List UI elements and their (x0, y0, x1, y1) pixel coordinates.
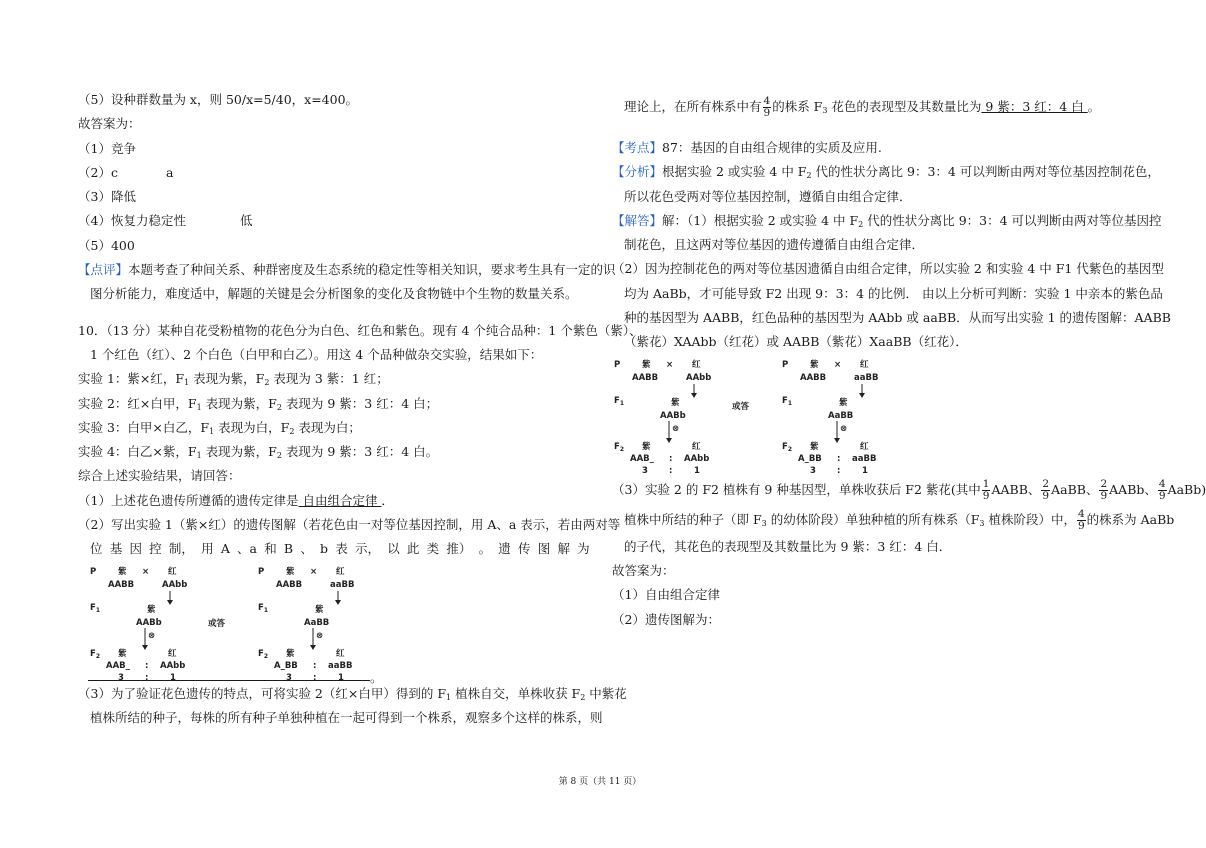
experiment-4: 实验 4：白乙×紫，$F_1$ 表现为紫，$F_2$ 表现为 9 紫：3 红：4 白。 (78, 444, 439, 461)
svg-text:aaBB: aaBB (854, 372, 879, 383)
svg-text::: : (837, 453, 841, 464)
svg-text:A_BB: A_BB (274, 660, 298, 671)
svg-text:或答: 或答 (732, 401, 750, 412)
spread-word: 示， (354, 541, 380, 557)
svg-text:AAB_: AAB_ (630, 453, 654, 464)
answer-1: （1）竞争 (78, 140, 136, 156)
svg-text:紫: 紫 (642, 441, 651, 452)
svg-text:AABB: AABB (276, 579, 303, 590)
svg-text:aaBB: aaBB (852, 453, 877, 464)
arrow-head (167, 600, 173, 605)
answer-intro: 故答案为： (78, 116, 141, 132)
diagram-right-block (612, 357, 1134, 475)
spread-word: A (220, 541, 230, 557)
sub-question-2-line-1: （2）写出实验 1（紫×红）的遗传图解（若花色由一对等位基因控制，用 A、a 表示，若由两对等 (78, 517, 621, 533)
svg-text:紫: 紫 (642, 359, 651, 370)
ratio-1: 1 (170, 672, 176, 683)
svg-text:AAbb: AAbb (686, 372, 712, 383)
svg-text:1: 1 (694, 465, 700, 476)
f2-purple: 紫 (118, 648, 127, 659)
genotype-f1: AABb (136, 617, 162, 628)
svg-text:×: × (310, 566, 318, 577)
svg-text:F1: $F_1$ (782, 395, 792, 407)
svg-text:AAbb: AAbb (684, 453, 710, 464)
svg-text::: : (837, 465, 841, 476)
genotype-aabb-red: AAbb (162, 579, 188, 590)
svg-text:紫: 紫 (286, 566, 295, 577)
part2-line-1: （2）因为控制花色的两对等位基因遗循自由组合定律，所以实验 2 和实验 4 中 F1 代紫色的基因型 (612, 261, 1164, 277)
right-line-1: 理论上，在所有株系中有 $\frac{4}{9}$ 的株系 $F_3$ 花色的表现型及其数量比为 9 紫：3 红：4 白 。 (624, 95, 1101, 119)
spread-word: 遗 (498, 541, 511, 557)
spread-word: b (320, 541, 329, 557)
svg-text::: : (669, 465, 673, 476)
part3-line-2: 植株中所结的种子（即 $F_3$ 的幼体阶段）单独种植的所有株系（$F_3$ 植株阶段）中， $\frac{4}{9}$ 的株系为 AaBb (624, 507, 1175, 532)
svg-text:紫: 紫 (839, 397, 848, 408)
right-answer-intro: 故答案为： (612, 562, 675, 578)
svg-text:AaBB: AaBB (828, 410, 854, 421)
svg-text:AABB: AABB (632, 372, 659, 383)
svg-text:aaBB: aaBB (330, 579, 355, 590)
svg-text:F2: $F_2$ (614, 441, 624, 453)
cross-symbol: × (142, 566, 150, 577)
answer-blank-1: 自由组合定律 (298, 492, 382, 508)
svg-text:P: P (782, 359, 789, 370)
q10-line-2: 1 个红色（红）、2 个白色（白甲和白乙）。用这 4 个品种做杂交实验，结果如下： (90, 346, 543, 362)
ratio-3: 3 (118, 672, 124, 683)
p-label: P (90, 566, 97, 577)
right-answer-2: （2）遗传图解为： (612, 611, 720, 627)
svg-text:P: P (614, 359, 621, 370)
answer-blank-3: 9 紫：3 红：4 白 (981, 99, 1088, 114)
spread-word: 表 (335, 541, 348, 557)
prev-q5-line: （5）设种群数量为 x，则 50/x=5/40，x=400。 (78, 92, 359, 107)
genotype-aabb: AABB (108, 579, 135, 590)
right-column (612, 92, 1206, 632)
part3-line-1: （3）实验 2 的 F2 植株有 9 种基因型，单株收获后 F2 紫花(其中 $\frac{1}{9}$ AABB、 $\frac{2}{9}$ AaBB、 $\frac{2}{9}$ AABb、 $\frac{4}{9}$ AaBb) (612, 477, 1206, 502)
answer-4: （4）恢复力稳定性 低 (78, 213, 253, 229)
fraction-4-9: $\frac{4}{9}$ (763, 95, 771, 119)
svg-text:红: 红 (336, 566, 345, 577)
svg-text:紫: 紫 (810, 441, 819, 452)
spread-word: 、 (300, 541, 313, 557)
diagram-left-block (78, 564, 590, 685)
purple-label: 紫 (118, 566, 127, 577)
spread-word: 解 (557, 541, 570, 557)
svg-text:⊗: ⊗ (672, 423, 680, 434)
spread-word: 类 (426, 541, 440, 557)
fenxi-tag: 【分析】 (612, 164, 663, 180)
svg-text:P: P (258, 566, 265, 577)
genetic-diagram-left (78, 564, 368, 682)
f2-red: 红 (168, 648, 177, 659)
svg-text:红: 红 (692, 359, 701, 370)
svg-text:F1: $F_1$ (614, 395, 624, 407)
svg-text:1: 1 (862, 465, 868, 476)
svg-text:AABb: AABb (660, 410, 686, 421)
part2-line-2: 均为 AaBb，才可能导致 F2 出现 9：3：4 的比例． 由以上分析可判断：实验 1 中亲本的紫色品 (624, 285, 1163, 301)
self-symbol: ⊗ (148, 630, 156, 641)
jieda-line-2: 制花色，且这两对等位基因的遗传遵循自由组合定律． (624, 237, 925, 253)
svg-text:A_BB: A_BB (798, 453, 822, 464)
fenxi-line-1: 【分析】根据实验 2 或实验 4 中 $F_2$ 代的性状分离比 9：3：4 可以判断由两对等位基因控制花色， (612, 164, 1160, 181)
right-answer-1: （1）自由组合定律 (612, 587, 720, 603)
or-answer-label: 或答 (208, 618, 226, 629)
jieda-tag: 【解答】 (612, 212, 663, 228)
svg-text:AaBB: AaBB (304, 617, 330, 628)
svg-text:红: 红 (336, 648, 345, 659)
experiment-3: 实验 3：白甲×白乙，$F_1$ 表现为白，$F_2$ 表现为白； (78, 419, 361, 436)
experiment-1: 实验 1：紫×红，$F_1$ 表现为紫，$F_2$ 表现为 3 紫：1 红； (78, 371, 389, 388)
svg-text:紫: 紫 (286, 648, 295, 659)
comment-line-2: 图分析能力，难度适中，解题的关键是会分析图象的变化及食物链中个生物的数量关系。 (90, 286, 578, 302)
svg-text:紫: 紫 (810, 359, 819, 370)
svg-text:红: 红 (860, 359, 869, 370)
summary-line: 综合上述实验结果，请回答： (78, 468, 241, 484)
diagram-option-a (90, 566, 187, 683)
fenxi-line-2: 所以花色受两对等位基因控制，遵循自由组合定律． (624, 188, 912, 204)
spread-word: 为 (577, 541, 590, 557)
svg-text:紫: 紫 (315, 604, 324, 615)
spread-word: 因 (129, 541, 142, 557)
red-label: 红 (168, 566, 177, 577)
svg-text:红: 红 (692, 441, 701, 452)
page-footer: 第 8 页（共 11 页） (558, 777, 642, 787)
self-arrow-head (142, 645, 148, 650)
spread-word: 、a (237, 541, 257, 557)
kaodian-tag: 【考点】 (612, 140, 663, 155)
spread-word: 以 (387, 541, 400, 557)
svg-text:3: 3 (286, 672, 292, 683)
svg-text::: : (313, 672, 317, 683)
genetic-diagram-right (612, 357, 902, 475)
svg-text:×: × (666, 359, 674, 370)
f2-colon: : (145, 660, 149, 671)
sub-question-3-line-2: 植株所结的种子，每株的所有种子单独种植在一起可得到一个株系，观察多个这样的株系，则 (90, 709, 603, 725)
spread-word: 位 (90, 541, 103, 557)
sub-question-1: （1）上述花色遗传所遵循的遗传定律是 自由组合定律 ． (78, 492, 394, 508)
svg-text:×: × (834, 359, 842, 370)
diagram-option-b (258, 566, 354, 683)
answer-5: （5）400 (78, 237, 135, 253)
part3-line-3: 的子代，其花色的表现型及其数量比为 9 紫：3 红：4 白． (624, 538, 952, 554)
svg-text:紫: 紫 (671, 397, 680, 408)
sub-question-3-line-1: （3）为了验证花色遗传的特点，可将实验 2（红×白甲）得到的 $F_1$ 植株自交，单株收获 $F_2$ 中紫花 (78, 685, 627, 702)
spread-word: 传 (518, 541, 531, 557)
svg-text::: : (669, 453, 673, 464)
svg-text:F2: $F_2$ (258, 648, 268, 660)
kaodian-line: 【考点】87：基因的自由组合规律的实质及应用. (612, 140, 882, 155)
sub-question-2-line-2 (78, 537, 590, 561)
diagram-underline (88, 680, 370, 681)
spread-word: 控 (149, 541, 162, 557)
f1-label: $F_1$ (90, 602, 100, 614)
f2-label: $F_2$ (90, 648, 100, 660)
part2-line-3: 种的基因型为 AABB，红色品种的基因型为 AAbb 或 aaBB．从而写出实验 1 的遗传图解：AABB (624, 310, 1171, 326)
f2-genotype-1: AAB_ (106, 660, 130, 671)
jieda-line-1: 【解答】解：（1）根据实验 2 或实验 4 中 $F_2$ 代的性状分离比 9：3：4 可以判断由两对等位基因控 (612, 212, 1162, 229)
diagram-end-mark: 。 (370, 669, 383, 685)
svg-text:aaBB: aaBB (328, 660, 353, 671)
spread-word: 基 (109, 541, 123, 557)
svg-text:⊗: ⊗ (316, 630, 324, 641)
comment-line-1: 【点评】本题考查了种间关系、种群密度及生态系统的稳定性等相关知识，要求考生具有一定的识 (78, 262, 616, 278)
svg-text:AABB: AABB (800, 372, 827, 383)
comment-tag: 【点评】 (78, 262, 129, 278)
experiment-2: 实验 2：红×白甲，$F_1$ 表现为紫，$F_2$ 表现为 9 紫：3 红：4 白； (78, 395, 439, 412)
spread-word: 图 (537, 541, 551, 557)
f2-genotype-2: AAbb (160, 660, 186, 671)
svg-text:1: 1 (338, 672, 344, 683)
part2-line-4: （紫花）XAAbb（红花）或 AABB（紫花）XaaBB（红花）． (624, 334, 968, 350)
q10-line-1: 10．（13 分）某种自花受粉植物的花色分为白色、红色和紫色。现有 4 个纯合品种：1 个紫色（紫）、 (78, 322, 642, 338)
f1-purple: 紫 (147, 604, 156, 615)
svg-text:F1: $F_1$ (258, 602, 268, 614)
answer-3: （3）降低 (78, 189, 136, 205)
spread-word: 此 (406, 541, 420, 557)
svg-text::: : (313, 660, 317, 671)
answer-2: （2）c a (78, 164, 174, 180)
svg-text:3: 3 (642, 465, 648, 476)
spread-word: 。 (478, 541, 492, 557)
svg-text:⊗: ⊗ (840, 423, 848, 434)
spread-word: 制， (168, 541, 194, 557)
spread-word: B (283, 541, 294, 557)
svg-text:3: 3 (810, 465, 816, 476)
spread-word: 和 (264, 541, 277, 557)
spread-word: 推） (446, 541, 472, 557)
spread-word: 用 (201, 541, 214, 557)
svg-text:红: 红 (860, 441, 869, 452)
svg-text:F2: $F_2$ (782, 441, 792, 453)
ratio-colon: : (145, 672, 149, 683)
